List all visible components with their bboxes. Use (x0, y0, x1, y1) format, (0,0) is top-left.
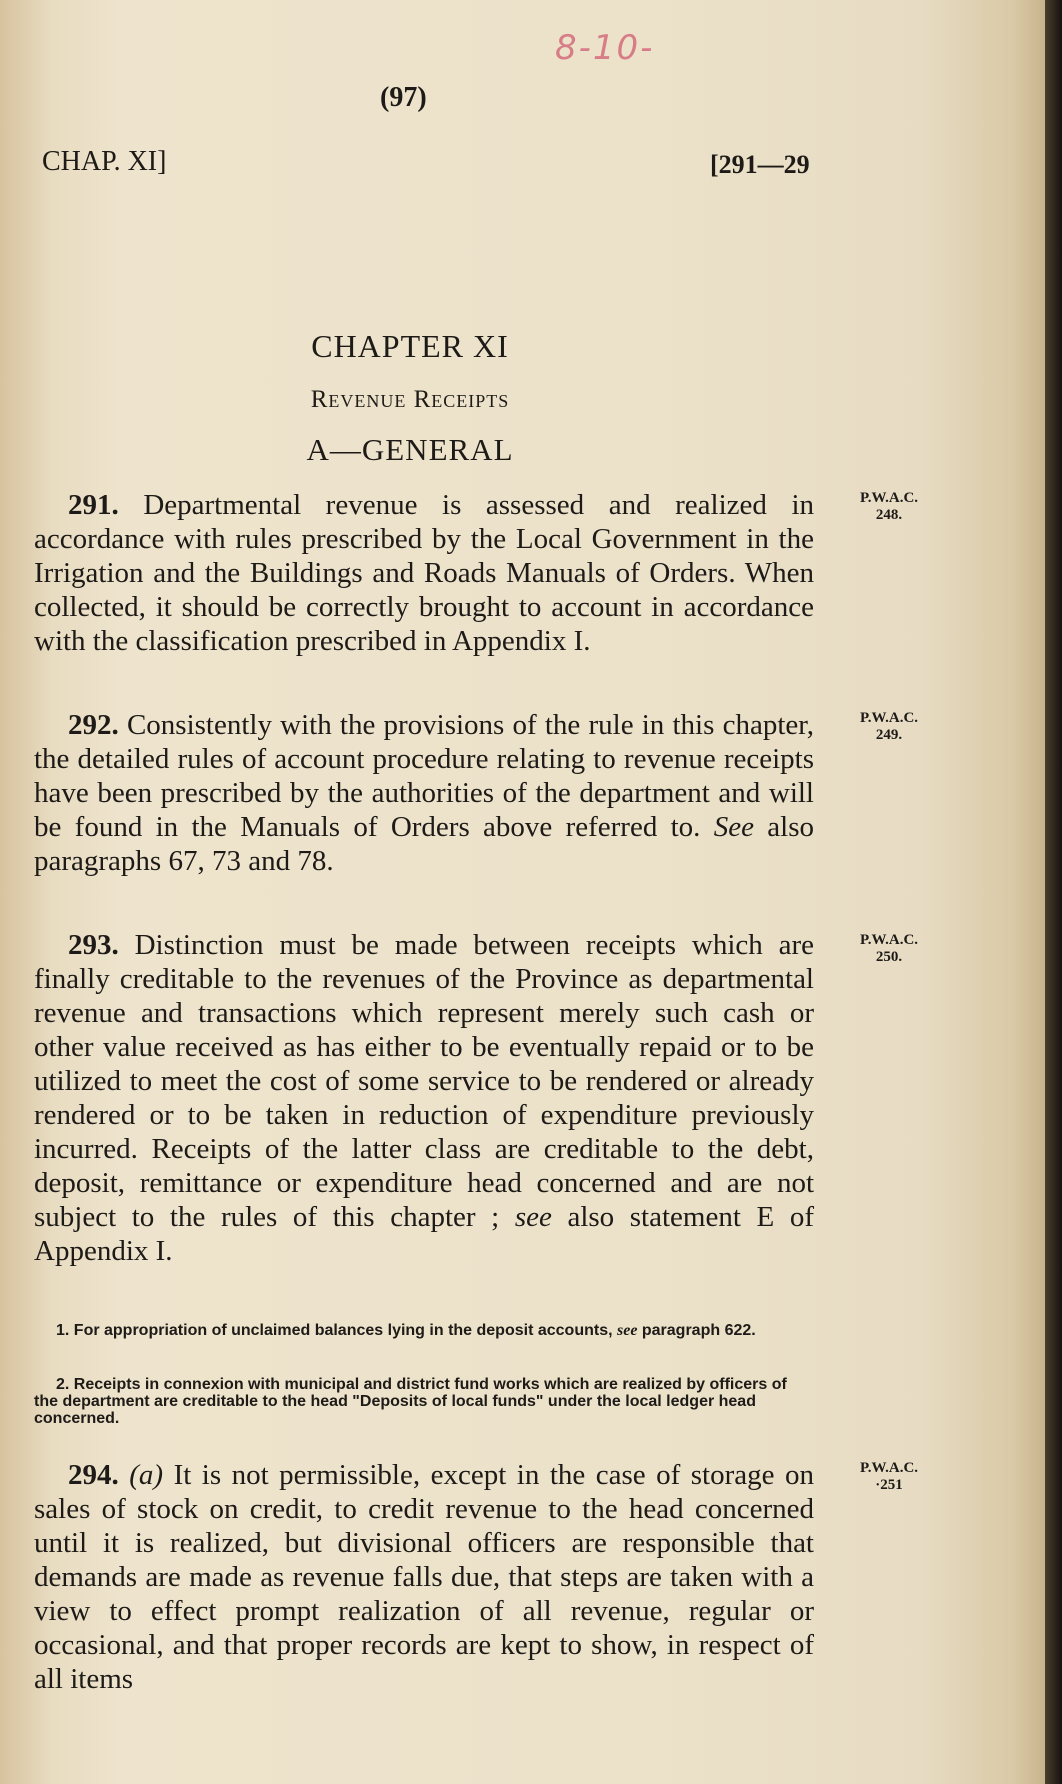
running-header-left: CHAP. XI] (42, 146, 167, 177)
margin-reference-291: P.W.A.C. 248. (859, 490, 919, 523)
italic-see: See (713, 811, 754, 843)
paragraph-text: Consistently with the provisions of the rule in this chapter, the detailed rules of account procedure relating to revenue receipts have been prescribed by the authorities of the department and will be found in the Manuals of Orders above referred to. (34, 709, 815, 843)
italic-see: see (616, 1322, 638, 1339)
paragraph-292 (34, 708, 814, 878)
paragraph-text: Departmental revenue is assessed and realized in accordance with rules prescribed by the Local Government in the Irrigation and the Buildings and Roads Manuals of Orders. When collected, it should be correctly brought to account in accordance with the classification prescribed in Appendix I. (34, 489, 815, 657)
paragraph-number: 292. (68, 709, 119, 741)
chapter-title: CHAPTER XI (311, 328, 509, 364)
paragraph-text-end: also paragraphs 67, 73 and 78. (34, 811, 814, 877)
paragraph-text: It is not permissible, except in the case of storage on sales of stock on credit, to credit revenue to the head concerned until it is realized, but divisional officers are responsible that demands are made as revenue falls due, that steps are taken with a view to effect prompt realization of all revenue, regular or occasional, and that proper records are kept to show, in respect of all items (34, 1459, 815, 1695)
paragraph-294 (34, 1458, 814, 1696)
margin-reference-292: P.W.A.C. 249. (859, 710, 919, 743)
book-spine-shadow (1045, 0, 1062, 1784)
paragraph-293 (34, 928, 814, 1268)
paragraph-number: 294. (68, 1459, 119, 1491)
footnote-2: 2. Receipts in connexion with municipal and district fund works which are realized by officers of the department are creditable to the head "Deposits of local funds" under the local ledger head concerned. (34, 1376, 787, 1427)
handwritten-note: 8-10- (555, 28, 655, 68)
paragraph-text-end: also statement E of Appendix I. (34, 1201, 814, 1267)
margin-reference-293: P.W.A.C. 250. (859, 932, 919, 965)
paragraph-291 (34, 488, 814, 658)
paragraph-number: 291. (68, 489, 119, 521)
page-number: (97) (380, 82, 427, 113)
section-title: A—GENERAL (306, 432, 514, 467)
footnote-1: 1. For appropriation of unclaimed balances lying in the deposit accounts, see paragraph 622. (56, 1322, 756, 1339)
italic-see: see (514, 1201, 552, 1233)
running-header-right: [291—29 (710, 150, 810, 179)
paragraph-text: Distinction must be made between receipts which are finally creditable to the revenues of the Province as departmental revenue and transactions which represent merely such cash or other value received as has either to be eventually repaid or to be utilized to meet the cost of some service to be rendered or already rendered or to be taken in reduction of expenditure previously incurred. Receipts of the latter class are creditable to the debt, deposit, remittance or expenditure head concerned and are not subject to the rules of this chapter ; (34, 929, 814, 1233)
clause-label: (a) (129, 1459, 164, 1491)
chapter-subtitle: Revenue Receipts (310, 386, 510, 413)
margin-reference-294: P.W.A.C. ·251 (859, 1460, 919, 1493)
paragraph-number: 293. (68, 929, 119, 961)
